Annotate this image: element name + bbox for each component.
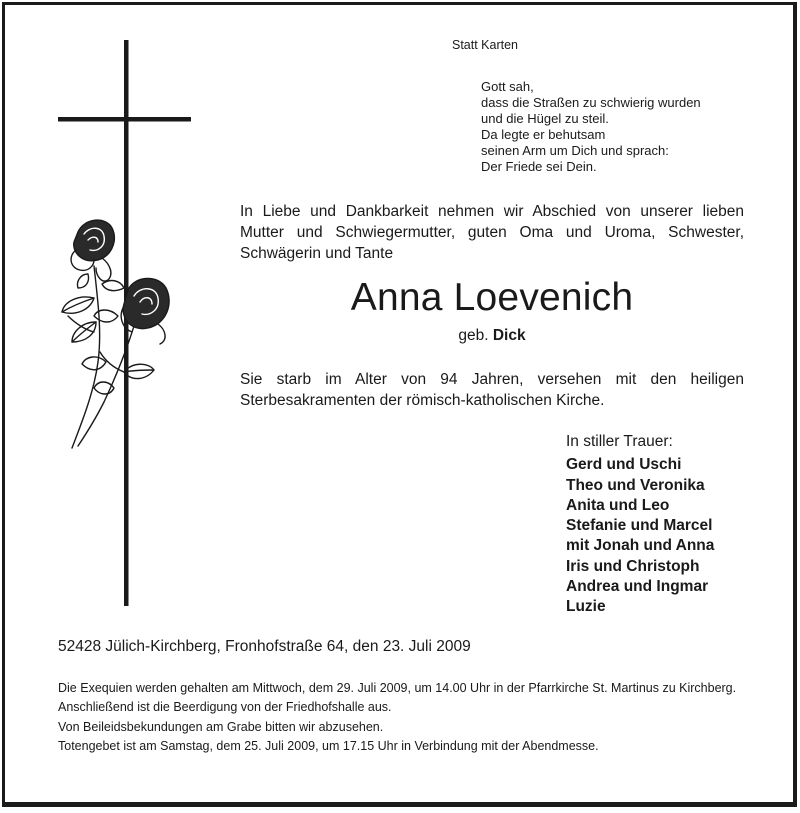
maiden-name-line bbox=[240, 327, 744, 345]
poem-line: seinen Arm um Dich und sprach: bbox=[481, 143, 669, 158]
service-note: Von Beileidsbekundungen am Grabe bitten wir abzusehen. bbox=[58, 719, 384, 734]
death-info: Sie starb im Alter von 94 Jahren, versehen mit den heiligen Sterbesakramenten der römisch-katholischen Kirche. bbox=[240, 371, 744, 409]
poem-line: Der Friede sei Dein. bbox=[481, 159, 597, 174]
mourners-label: In stiller Trauer: bbox=[566, 433, 673, 450]
service-notes bbox=[58, 681, 744, 758]
poem-line: Gott sah, bbox=[481, 79, 534, 94]
address-line: 52428 Jülich-Kirchberg, Fronhofstraße 64, den 23. Juli 2009 bbox=[58, 638, 471, 655]
service-note: Totengebet ist am Samstag, dem 25. Juli 2009, um 17.15 Uhr in Verbindung mit der Abendmesse. bbox=[58, 738, 599, 753]
mourner: Anita und Leo bbox=[566, 496, 670, 514]
maiden-name: Dick bbox=[492, 327, 526, 344]
roses-illustration bbox=[58, 212, 188, 452]
poem-line: und die Hügel zu steil. bbox=[481, 111, 609, 126]
mourner: mit Jonah und Anna bbox=[566, 537, 715, 555]
poem-line: dass die Straßen zu schwierig wurden bbox=[481, 95, 701, 110]
mourner: Luzie bbox=[566, 598, 606, 616]
service-note: Anschließend ist die Beerdigung von der Friedhofshalle aus. bbox=[58, 700, 392, 715]
mourner: Stefanie und Marcel bbox=[566, 517, 713, 535]
mourners-block bbox=[566, 432, 714, 618]
mourner: Gerd und Uschi bbox=[566, 456, 682, 474]
mourner: Theo und Veronika bbox=[566, 476, 705, 494]
maiden-prefix: geb. bbox=[458, 327, 489, 344]
poem-line: Da legte er behutsam bbox=[481, 127, 606, 142]
mourner: Iris und Christoph bbox=[566, 557, 700, 575]
service-note: Die Exequien werden gehalten am Mittwoch, dem 29. Juli 2009, um 14.00 Uhr in der Pfarrkirche St. Martinus zu Kirchberg. bbox=[58, 681, 737, 695]
intro-text: In Liebe und Dankbarkeit nehmen wir Abschied von unserer lieben Mutter und Schwiegermutter, guten Oma und Uroma, Schwester, Schwägerin und Tante bbox=[240, 203, 744, 262]
deceased-name: Anna Loevenich bbox=[350, 276, 634, 319]
mourner: Andrea und Ingmar bbox=[566, 578, 709, 596]
poem bbox=[481, 79, 701, 175]
header-note: Statt Karten bbox=[452, 38, 519, 52]
